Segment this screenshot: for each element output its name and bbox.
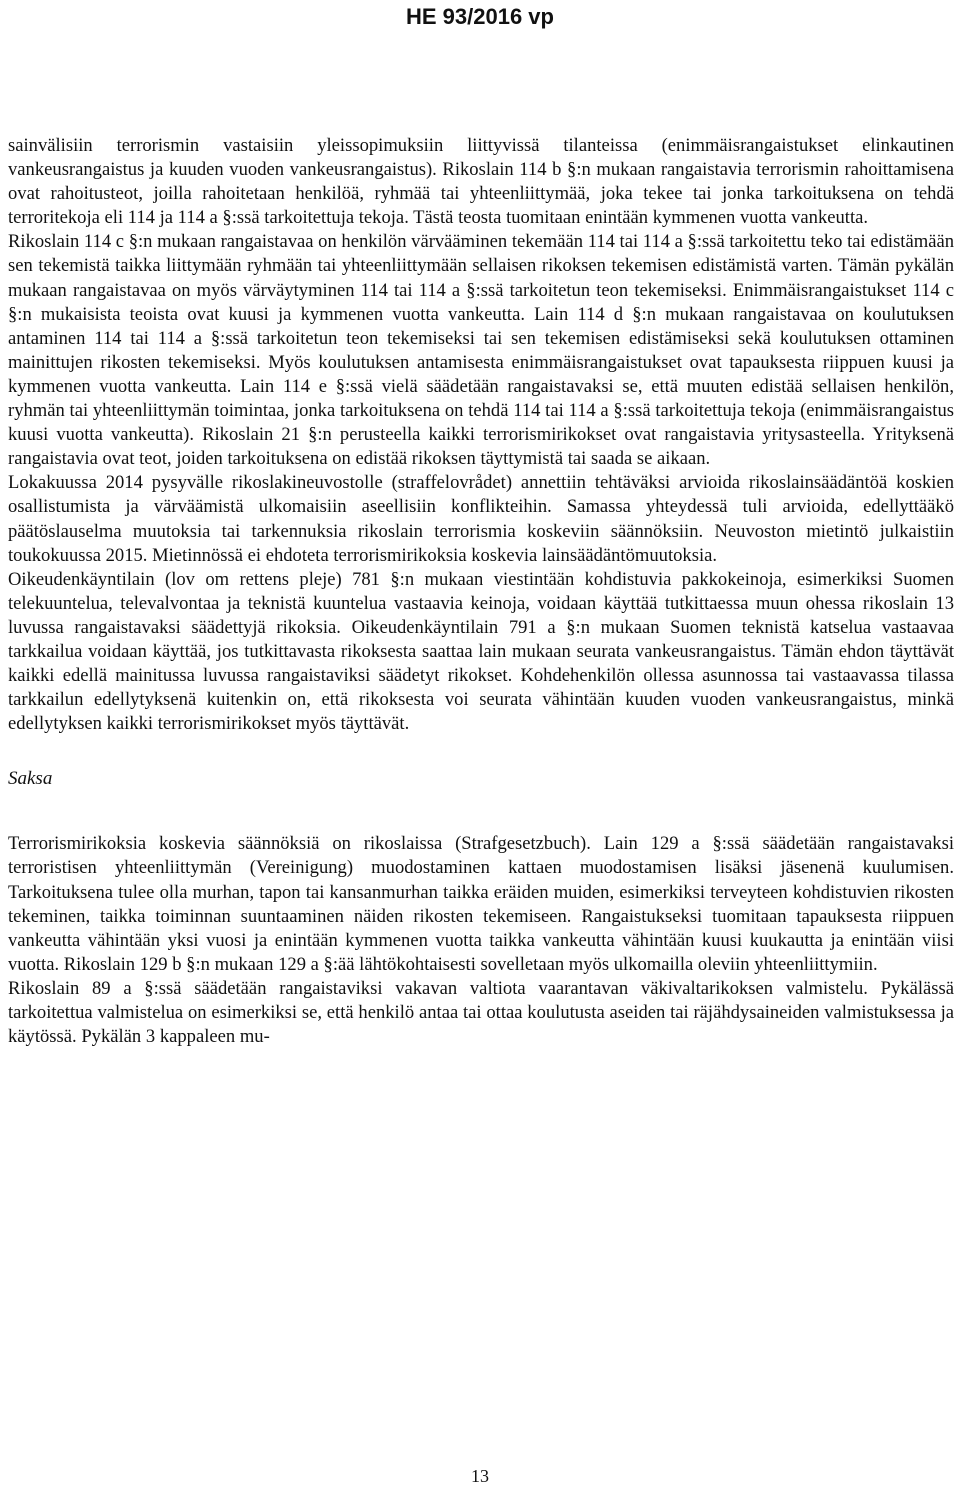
paragraph-2: Rikoslain 114 c §:n mukaan rangaistavaa on henkilön värvääminen tekemään 114 tai 114 a §:ssä tarkoitettu teko tai edistämään sen tekemistä taikka liittymään ryhmään tai yhteenliittymään sellaisen rikoksen tekemisen edistämistä varten. Tämän pykälän mukaan rangaistavaa on myös värväytyminen 114 tai 114 a §:ssä tarkoitetun teon tekemiseksi. Enimmäisrangaistukset 114 c §:n mukaisista teoista ovat kuusi ja kymmenen vuotta vankeutta. Lain 114 d §:n mukaan rangaistavaa on koulutuksen antaminen 114 tai 114 a §:ssä tarkoitetun teon tekemiseksi tai sen tekemisen edistämiseksi sekä koulutuksen ottaminen mainittujen rikosten tekemiseksi. Myös koulutuksen antamisesta enimmäisrangaistukset ovat tapauksesta riippuen kuusi ja kymmenen vuotta vankeutta. Lain 114 e §:ssä vielä säädetään rangaistavaksi se, että muuten edistää sellaisen henkilön, ryhmän tai yhteenliittymän toimintaa, jonka tarkoituksena on tehdä 114 tai 114 a §:ssä tarkoitettuja tekoja (enimmäisrangaistus kuusi vuotta vankeutta). Rikoslain 21 §:n perusteella kaikki terrorismirikokset ovat rangaistavia yritysasteella. Yrityksenä rangaistavia ovat teot, joiden tarkoituksena on edistää rikoksen täyttymistä tai saada se aikaan. (8, 231, 954, 470)
document-body (8, 134, 954, 1049)
paragraph-3: Lokakuussa 2014 pysyvälle rikoslakineuvostolle (straffelovrådet) annettiin tehtäväksi arvioida rikoslainsäädäntöä koskien osallistumista ja värväämistä ulkomaisiin aseellisiin konflikteihin. Samassa yhteydessä tuli arvioida, edellyttääkö päätöslauselma muutoksia tai tarkennuksia rikoslain terrorismia koskeviin säännöksiin. Neuvoston mietintö julkaistiin toukokuussa 2015. Mietinnössä ei ehdoteta terrorismirikoksia koskevia lainsäädäntömuutoksia. (8, 472, 954, 566)
paragraph-4: Oikeudenkäyntilain (lov om rettens pleje) 781 §:n mukaan viestintään kohdistuvia pakkokeinoja, esimerkiksi Suomen telekuuntelua, televalvontaa ja teknistä kuuntelua vastaavia keinoja, voidaan käyttää tutkittaessa muun ohessa rikoslain 13 luvussa rangaistavaksi säädettyjä rikoksia. Oikeudenkäyntilain 791 a §:n mukaan Suomen teknistä katselua vastaavaa tarkkailua voidaan käyttää, jos tutkittavasta rikoksesta saattaa lain mukaan seurata vankeusrangaistus. Tämän ehdon täyttävät kaikki edellä mainitussa luvussa rangaistaviksi säädetyt rikokset. Kohdehenkilön ollessa asunnossa tai vastaavassa tilassa tarkkailun edellytyksenä kuitenkin on, että rikoksesta voi seurata vähintään kuuden vuoden vankeusrangaistus, minkä edellytyksen kaikki terrorismirikokset myös täyttävät. (8, 568, 954, 735)
section-heading-saksa: Saksa (8, 768, 53, 790)
paragraph-6: Rikoslain 89 a §:ssä säädetään rangaistaviksi vakavan valtiota vaarantavan väkivaltarikoksen valmistelu. Pykälässä tarkoitettua valmistelua on esimerkiksi se, että henkilö antaa tai ottaa koulutusta aseiden tai räjähdysaineiden valmistuksessa ja käytössä. Pykälän 3 kappaleen mu- (8, 977, 954, 1048)
document-header: HE 93/2016 vp (406, 4, 554, 29)
paragraph-1: sainvälisiin terrorismin vastaisiin yleissopimuksiin liittyvissä tilanteissa (enimmäisrangaistukset elinkautinen vankeusrangaistus ja kuuden vuoden vankeusrangaistus). Rikoslain 114 b §:n mukaan rangaistavia terrorismin rahoittamisena ovat rahoitusteot, joilla rahoitetaan henkilöä, ryhmää tai yhteenliittymää, joka tekee tai jonka tarkoituksena on tehdä terroritekoja eli 114 ja 114 a §:ssä tarkoitettuja tekoja. Tästä teosta tuomitaan enintään kymmenen vuotta vankeutta. (8, 135, 954, 229)
paragraph-5: Terrorismirikoksia koskevia säännöksiä on rikoslaissa (Strafgesetzbuch). Lain 129 a §:ssä säädetään rangaistavaksi terroristisen yhteenliittymän (Vereinigung) muodostaminen kattaen muodostamisen lisäksi jäsenenä kuulumisen. Tarkoituksena tulee olla murhan, tapon tai kansanmurhan taikka eräiden muiden, esimerkiksi terveyteen kohdistuvien rikosten tekeminen, taikka toiminnan suuntaaminen näiden rikosten tekemiseen. Rangaistukseksi tuomitaan tapauksesta riippuen vankeutta vähintään yksi vuosi ja enintään kymmenen vuotta taikka vankeutta vähintään kuusi kuukautta ja enintään viisi vuotta. Rikoslain 129 b §:n mukaan 129 a §:ää lähtökohtaisesti sovelletaan myös ulkomailla oleviin yhteenliittymiin. (8, 833, 954, 975)
page-number: 13 (471, 1466, 489, 1486)
